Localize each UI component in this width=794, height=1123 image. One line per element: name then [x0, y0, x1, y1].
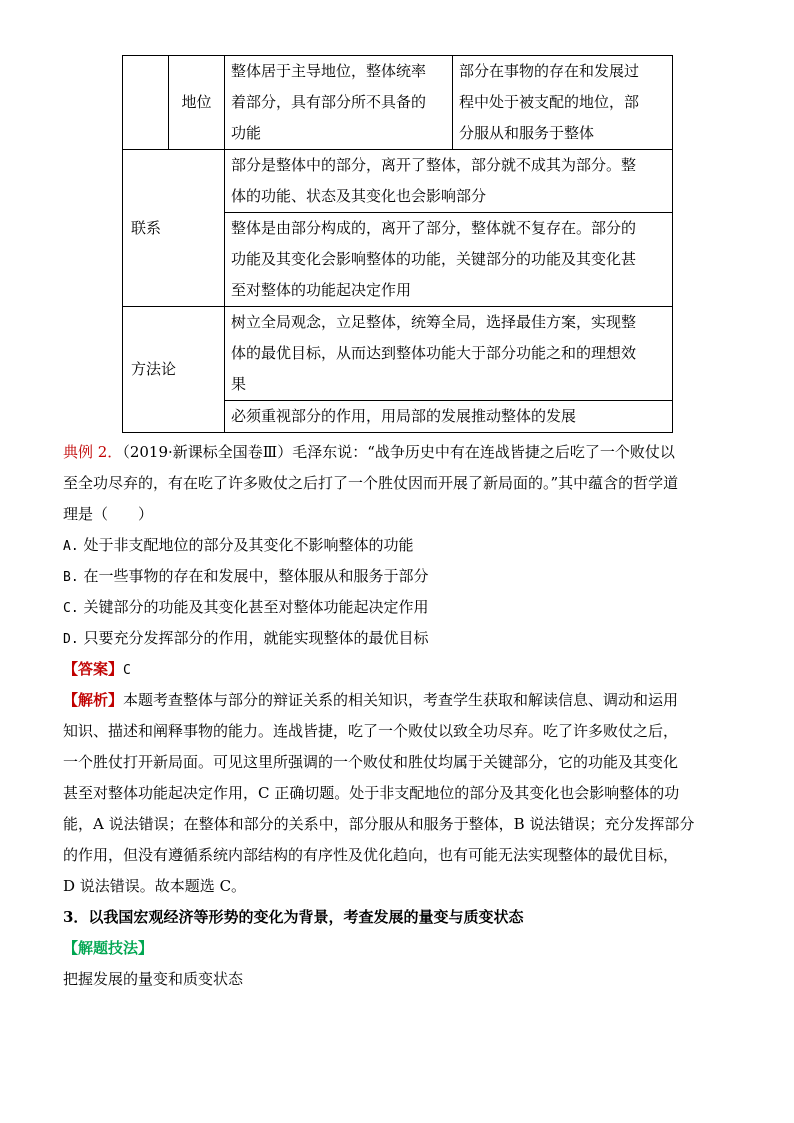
relation-label: 联系: [123, 150, 225, 307]
table-row-relation-1: [123, 150, 673, 213]
analysis-line: 的作用，但没有遵循系统内部结构的有序性及优化趋向，也有可能无法实现整体的最优目标，: [63, 846, 679, 864]
analysis-line: 知识、描述和阐释事物的能力。连战皆捷，吃了一个败仗以致全功尽弃。吃了许多败仗之后，: [63, 722, 679, 740]
cell-line: 体的功能、状态及其变化也会影响部分: [231, 187, 487, 205]
analysis-line: 能，A 说法错误；在整体和部分的关系中，部分服从和服务于整体，B 说法错误；充分发挥部分: [63, 815, 695, 833]
tips-text: 把握发展的量变和质变状态: [63, 970, 244, 988]
section-heading: 3．以我国宏观经济等形势的变化为背景，考查发展的量变与质变状态: [63, 908, 524, 926]
tips-label: 【解题技法】: [63, 939, 154, 957]
analysis-label: 【解析】: [63, 691, 124, 709]
status-label: 地位: [169, 56, 225, 150]
option-c: [63, 592, 727, 623]
cell-line: 程中处于被支配的地位，部: [459, 93, 640, 111]
option-text: 只要充分发挥部分的作用，就能实现整体的最优目标: [83, 629, 429, 647]
option-key: D.: [63, 632, 79, 647]
part-status-cell: [453, 56, 673, 150]
method-label: 方法论: [123, 307, 225, 433]
cell-line: 整体居于主导地位，整体统率: [231, 62, 427, 80]
option-key: C.: [63, 601, 79, 616]
cell-line: 分服从和服务于整体: [459, 124, 595, 142]
option-key: B.: [63, 570, 79, 585]
analysis-text: 本题考查整体与部分的辩证关系的相关知识，考查学生获取和解读信息、调动和运用: [123, 691, 679, 709]
analysis-line: 一个胜仗打开新局面。可见这里所强调的一个败仗和胜仗均属于关键部分，它的功能及其变化: [63, 753, 679, 771]
relation-cell-2: [225, 213, 673, 307]
analysis-line: [63, 685, 727, 716]
cell-line: 部分是整体中的部分，离开了整体，部分就不成其为部分。整: [231, 156, 637, 174]
option-d: [63, 623, 727, 654]
option-text: 处于非支配地位的部分及其变化不影响整体的功能: [83, 536, 414, 554]
example-stem-line: 理是（ ）: [63, 505, 154, 523]
option-b: [63, 561, 727, 592]
example-section: [63, 437, 727, 995]
method-cell-1: [225, 307, 673, 401]
table-row-status: [123, 56, 673, 150]
table-cell-empty: [123, 56, 169, 150]
cell-line: 树立全局观念，立足整体，统筹全局，选择最佳方案，实现整: [231, 313, 637, 331]
cell-line: 果: [231, 375, 247, 393]
whole-status-cell: [225, 56, 453, 150]
option-a: [63, 530, 727, 561]
cell-line: 至对整体的功能起决定作用: [231, 281, 412, 299]
option-text: 关键部分的功能及其变化甚至对整体功能起决定作用: [83, 598, 429, 616]
cell-line: 着部分，具有部分所不具备的: [231, 93, 427, 111]
answer-label: 【答案】: [63, 660, 124, 678]
option-text: 在一些事物的存在和发展中，整体服从和服务于部分: [83, 567, 429, 585]
method-cell-2: [225, 401, 673, 433]
analysis-line: 甚至对整体功能起决定作用，C 正确切题。处于非支配地位的部分及其变化也会影响整体的功: [63, 784, 680, 802]
cell-line: 体的最优目标，从而达到整体功能大于部分功能之和的理想效: [231, 344, 637, 362]
cell-line: 功能及其变化会影响整体的功能，关键部分的功能及其变化甚: [231, 250, 637, 268]
example-stem-line: 至全功尽弃的，有在吃了许多败仗之后打了一个胜仗因而开展了新局面的。”其中蕴含的哲学道: [63, 474, 679, 492]
table-row-method-1: [123, 307, 673, 401]
cell-line: 必须重视部分的作用，用局部的发展推动整体的发展: [231, 407, 577, 425]
option-key: A.: [63, 539, 79, 554]
relation-cell-1: [225, 150, 673, 213]
whole-part-table: [122, 55, 673, 433]
cell-line: 整体是由部分构成的，离开了部分，整体就不复存在。部分的: [231, 219, 637, 237]
example-label: 典例 2．: [63, 443, 123, 461]
example-source: （2019·新课标全国卷Ⅲ）毛泽东说：“战争历史中有在连战皆捷之后吃了一个败仗以: [122, 443, 675, 461]
cell-line: 功能: [231, 124, 262, 142]
answer-value: C: [123, 663, 131, 678]
analysis-line: D 说法错误。故本题选 C。: [63, 877, 247, 895]
example-stem-line: [63, 437, 727, 468]
cell-line: 部分在事物的存在和发展过: [459, 62, 640, 80]
answer-line: [63, 654, 727, 685]
